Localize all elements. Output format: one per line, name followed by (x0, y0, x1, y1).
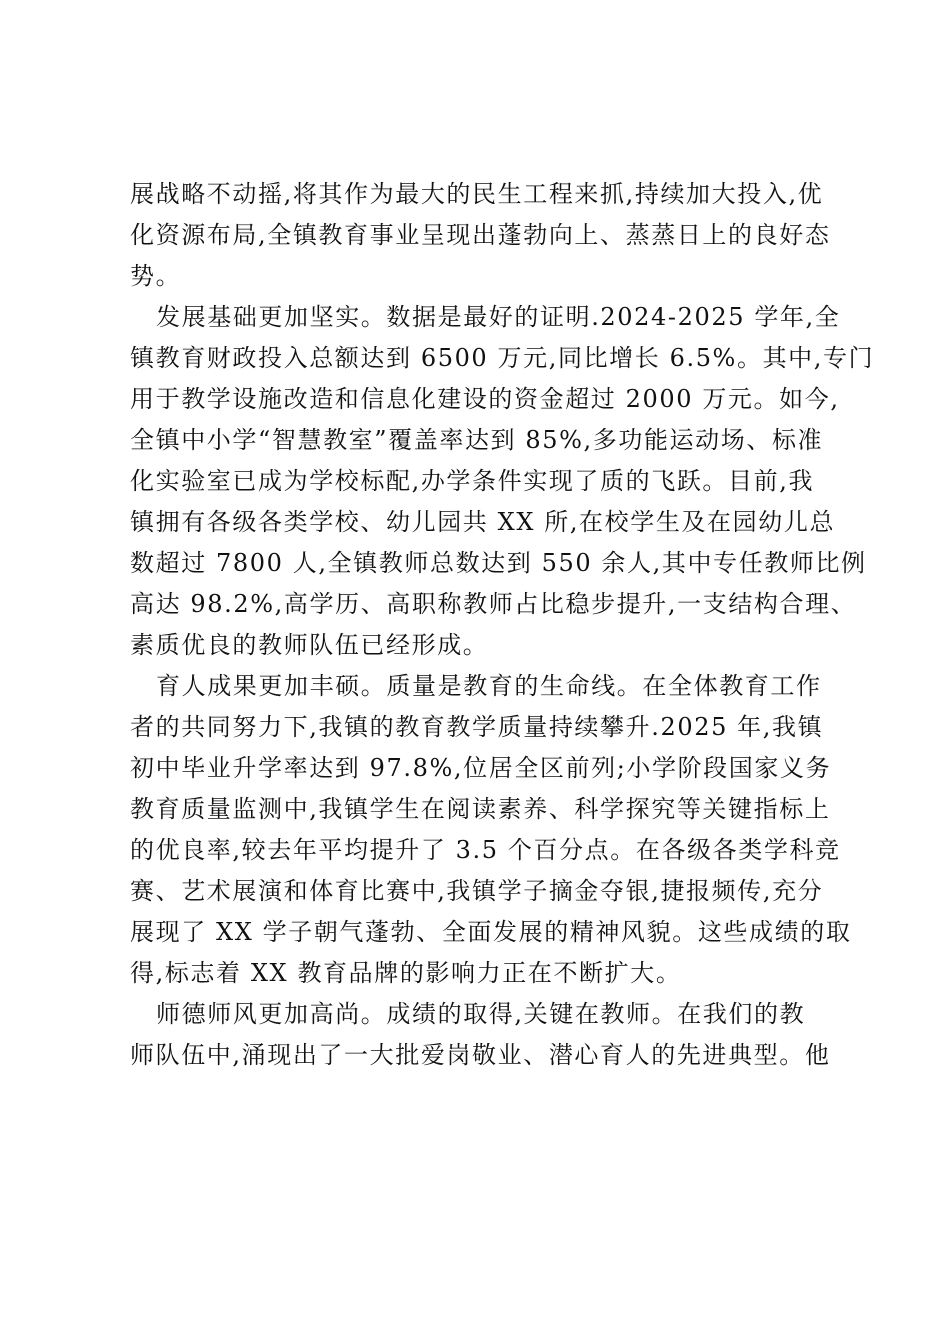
text-line: 用于教学设施改造和信息化建设的资金超过 2000 万元。如今, (130, 385, 840, 413)
text-line: 者的共同努力下,我镇的教育教学质量持续攀升.2025 年,我镇 (130, 713, 824, 741)
text-line: 得,标志着 XX 教育品牌的影响力正在不断扩大。 (130, 959, 682, 987)
paragraph-teacher-ethics (130, 994, 835, 1076)
paragraph-foundation (130, 297, 875, 666)
text-line: 化资源布局,全镇教育事业呈现出蓬勃向上、蒸蒸日上的良好态 (130, 221, 831, 249)
document-page (130, 174, 875, 1076)
text-line: 镇拥有各级各类学校、幼儿园共 XX 所,在校学生及在园幼儿总 (130, 508, 836, 536)
text-line: 势。 (130, 262, 182, 290)
text-line: 赛、艺术展演和体育比赛中,我镇学子摘金夺银,捷报频传,充分 (130, 877, 824, 905)
text-line: 展现了 XX 学子朝气蓬勃、全面发展的精神风貌。这些成绩的取 (130, 918, 852, 946)
paragraph-achievements (130, 666, 852, 994)
paragraph-intro-continuation (130, 174, 835, 297)
text-line: 全镇中小学“智慧教室”覆盖率达到 85%,多功能运动场、标准 (130, 426, 824, 454)
text-line: 发展基础更加坚实。数据是最好的证明.2024-2025 学年,全 (156, 303, 841, 331)
text-line: 教育质量监测中,我镇学生在阅读素养、科学探究等关键指标上 (130, 795, 831, 823)
text-line: 化实验室已成为学校标配,办学条件实现了质的飞跃。目前,我 (130, 467, 815, 495)
text-line: 展战略不动摇,将其作为最大的民生工程来抓,持续加大投入,优 (130, 180, 824, 208)
text-line: 师德师风更加高尚。成绩的取得,关键在教师。在我们的教 (156, 1000, 806, 1028)
text-line: 高达 98.2%,高学历、高职称教师占比稳步提升,一支结构合理、 (130, 590, 857, 618)
text-line: 育人成果更加丰硕。质量是教育的生命线。在全体教育工作 (156, 672, 822, 700)
text-line: 的优良率,较去年平均提升了 3.5 个百分点。在各级各类学科竞 (130, 836, 841, 864)
text-line: 素质优良的教师队伍已经形成。 (130, 631, 489, 659)
text-line: 师队伍中,涌现出了一大批爱岗敬业、潜心育人的先进典型。他 (130, 1041, 831, 1069)
text-line: 镇教育财政投入总额达到 6500 万元,同比增长 6.5%。其中,专门 (130, 344, 875, 372)
text-line: 数超过 7800 人,全镇教师总数达到 550 余人,其中专任教师比例 (130, 549, 867, 577)
text-line: 初中毕业升学率达到 97.8%,位居全区前列;小学阶段国家义务 (130, 754, 832, 782)
